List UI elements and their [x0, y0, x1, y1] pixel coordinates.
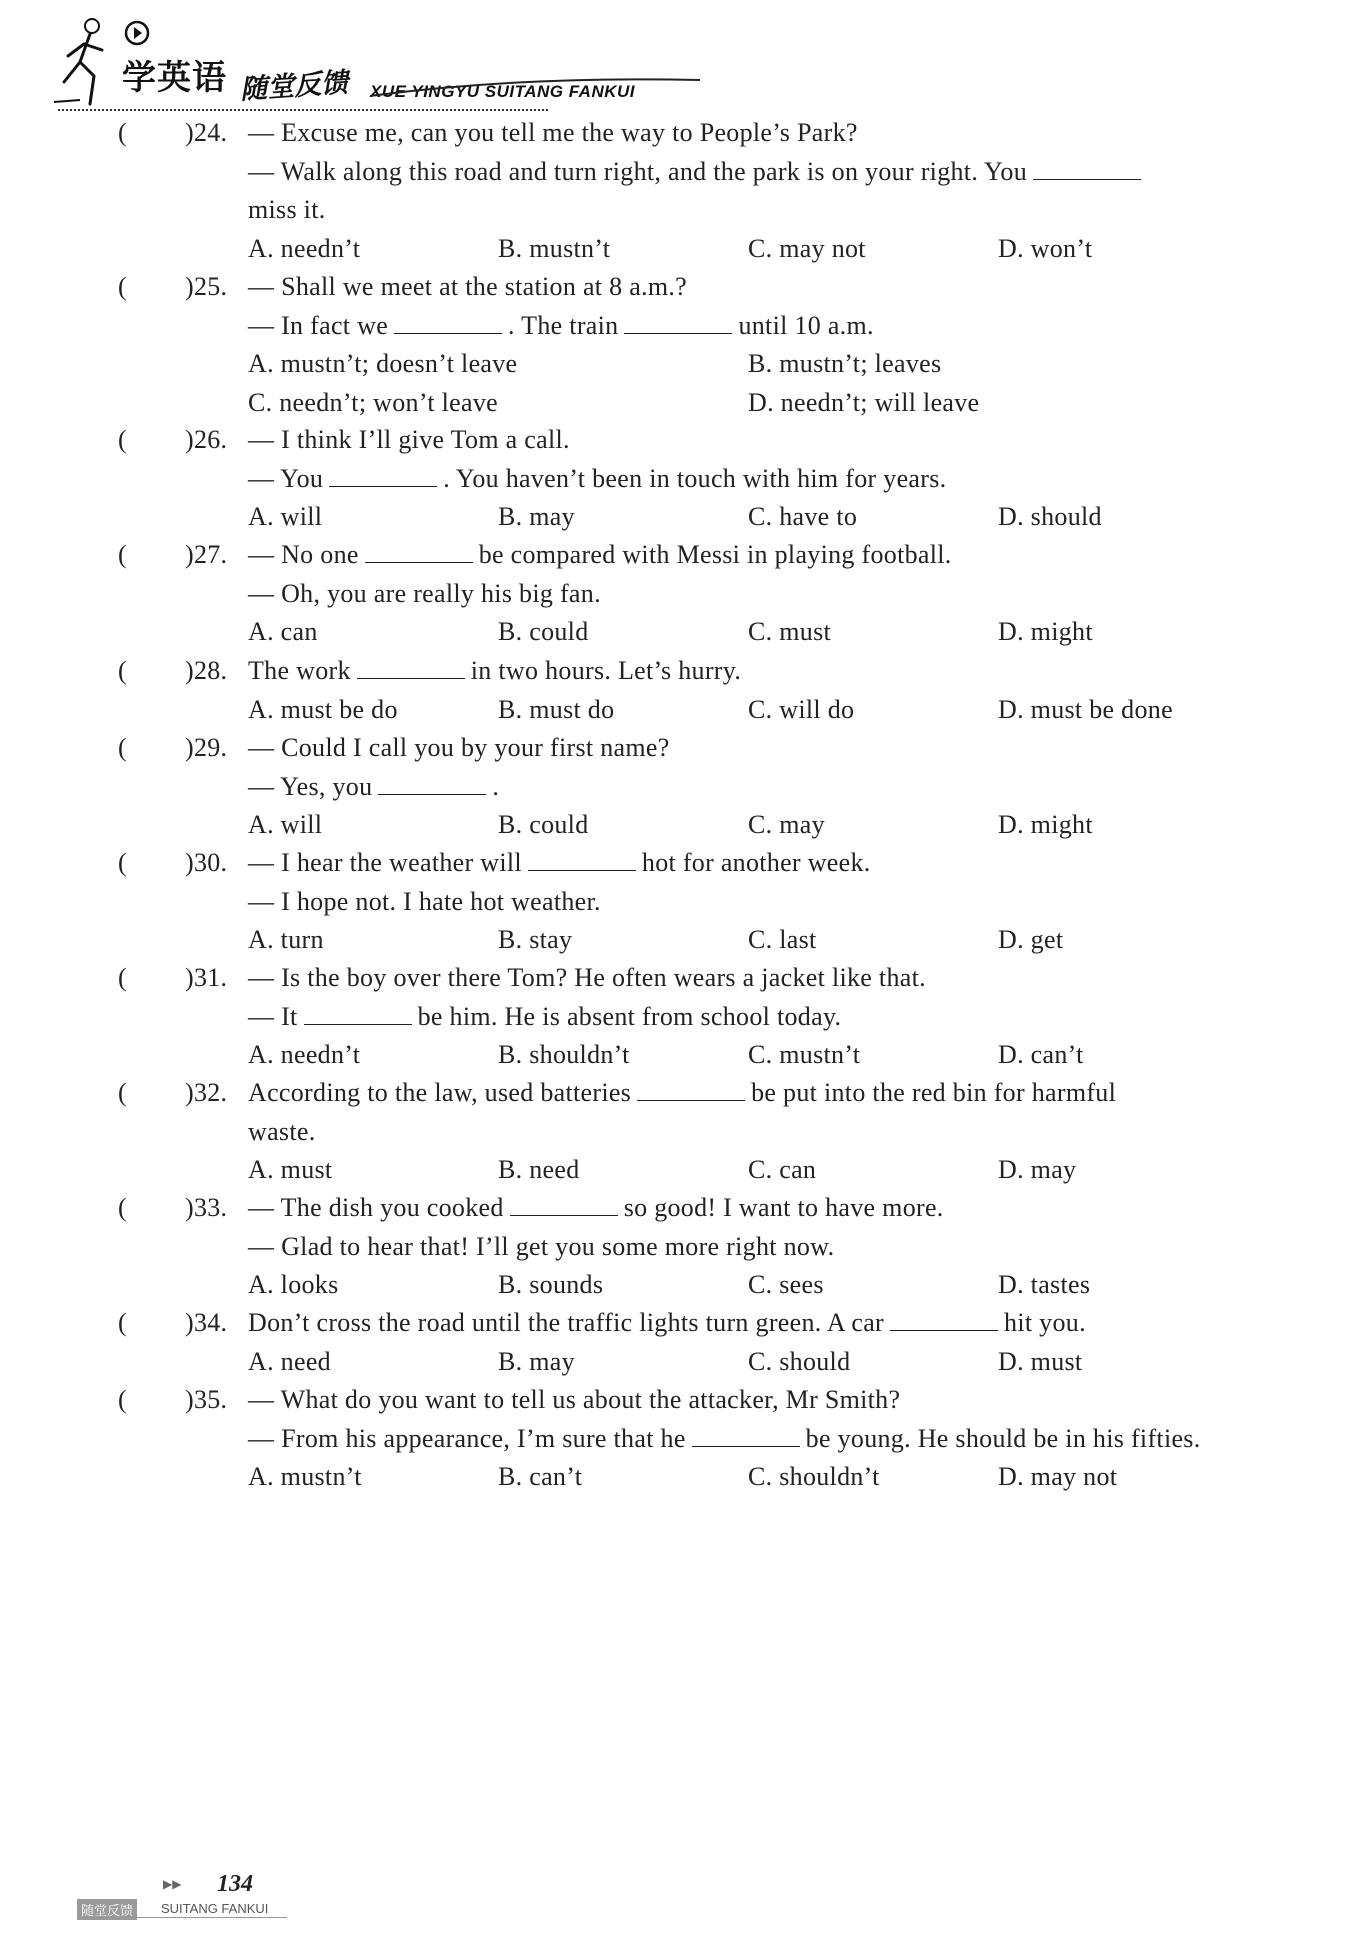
- answer-option[interactable]: A. must: [248, 1155, 333, 1184]
- answer-blank[interactable]: [624, 311, 732, 334]
- answer-option[interactable]: C. must: [748, 617, 832, 646]
- answer-option[interactable]: C. last: [748, 925, 817, 954]
- answer-blank[interactable]: [394, 311, 502, 334]
- answer-option[interactable]: C. sees: [748, 1270, 824, 1299]
- text-segment: — I hope not. I hate hot weather.: [248, 886, 601, 916]
- header-divider: [58, 109, 548, 111]
- answer-blank[interactable]: [637, 1078, 745, 1101]
- answer-option[interactable]: C. will do: [748, 694, 855, 724]
- page-header: [50, 12, 670, 122]
- answer-option[interactable]: C. shouldn’t: [748, 1462, 880, 1491]
- answer-option[interactable]: A. will: [248, 502, 323, 531]
- question-text-line: [248, 1424, 1201, 1454]
- text-segment: — What do you want to tell us about the attacker, Mr Smith?: [248, 1385, 901, 1414]
- footer-label-cn: 随堂反馈: [77, 1899, 137, 1920]
- answer-blank[interactable]: [329, 464, 437, 487]
- question-text-line: [248, 540, 952, 570]
- text-segment: — Could I call you by your first name?: [248, 733, 670, 762]
- answer-option[interactable]: B. stay: [498, 925, 573, 954]
- header-title: 学英语: [122, 58, 227, 98]
- question-text-line: [248, 733, 670, 763]
- answer-option[interactable]: D. can’t: [998, 1040, 1084, 1069]
- answer-option[interactable]: D. must: [998, 1346, 1083, 1376]
- arrow-icon: ▶▶: [163, 1877, 182, 1891]
- answer-option[interactable]: A. needn’t: [248, 1040, 361, 1069]
- answer-option[interactable]: C. may: [748, 810, 825, 839]
- header-swoosh: [370, 70, 700, 100]
- answer-blank[interactable]: [378, 772, 486, 795]
- answer-option[interactable]: B. must do: [498, 694, 615, 724]
- question-text-line: [248, 1232, 834, 1262]
- answer-option[interactable]: D. may not: [998, 1462, 1118, 1491]
- answer-blank[interactable]: [304, 1002, 412, 1025]
- answer-option[interactable]: D. should: [998, 502, 1102, 531]
- text-segment: — I think I’ll give Tom a call.: [248, 425, 570, 454]
- answer-blank[interactable]: [692, 1424, 800, 1447]
- question-text-line: [248, 1117, 316, 1147]
- text-segment: be young. He should be in his fifties.: [805, 1423, 1201, 1453]
- answer-option[interactable]: B. may: [498, 502, 575, 531]
- text-segment: hot for another week.: [641, 848, 871, 877]
- text-segment: waste.: [248, 1116, 316, 1146]
- answer-option[interactable]: B. could: [498, 617, 589, 646]
- text-segment: — The dish you cooked: [248, 1193, 504, 1222]
- answer-option[interactable]: C. mustn’t: [748, 1040, 861, 1069]
- answer-option[interactable]: B. mustn’t; leaves: [748, 349, 942, 378]
- question-number: )30.: [185, 848, 228, 877]
- text-segment: — Shall we meet at the station at 8 a.m.?: [248, 272, 688, 301]
- footer-divider: [77, 1917, 287, 1918]
- question-number: )32.: [185, 1078, 228, 1107]
- text-segment: in two hours. Let’s hurry.: [470, 656, 742, 685]
- answer-option[interactable]: A. mustn’t; doesn’t leave: [248, 349, 518, 378]
- text-segment: — Walk along this road and turn right, and the park is on your right. You: [248, 156, 1028, 186]
- question-number: )25.: [185, 272, 228, 301]
- answer-option[interactable]: D. may: [998, 1155, 1077, 1184]
- answer-option[interactable]: A. mustn’t: [248, 1462, 362, 1491]
- text-segment: miss it.: [248, 195, 326, 224]
- answer-bracket[interactable]: (: [118, 1385, 127, 1414]
- answer-option[interactable]: B. could: [498, 810, 589, 839]
- question-text-line: [248, 157, 1147, 187]
- answer-bracket[interactable]: (: [118, 540, 127, 569]
- page-footer: [75, 1865, 375, 1925]
- text-segment: until 10 a.m.: [738, 310, 874, 340]
- answer-bracket[interactable]: (: [118, 118, 127, 147]
- answer-bracket[interactable]: (: [118, 1308, 127, 1337]
- answer-option[interactable]: B. need: [498, 1155, 580, 1184]
- question-text-line: [248, 656, 741, 686]
- answer-bracket[interactable]: (: [118, 1078, 127, 1107]
- answer-blank[interactable]: [510, 1193, 618, 1216]
- text-segment: — Yes, you: [248, 771, 373, 801]
- text-segment: hit you.: [1004, 1308, 1086, 1337]
- text-segment: so good! I want to have more.: [623, 1193, 944, 1222]
- question-text-line: [248, 887, 601, 917]
- answer-option[interactable]: A. will: [248, 810, 323, 839]
- question-text-line: [248, 1078, 1116, 1108]
- answer-option[interactable]: D. needn’t; will leave: [748, 387, 980, 417]
- text-segment: be put into the red bin for harmful: [751, 1078, 1117, 1107]
- answer-bracket[interactable]: (: [118, 963, 127, 992]
- header-pinyin: XUE YINGYU SUITANG FANKUI: [370, 82, 636, 101]
- answer-option[interactable]: D. get: [998, 925, 1064, 954]
- page-number: 134: [217, 1871, 253, 1897]
- question-text-line: [248, 579, 601, 609]
- answer-bracket[interactable]: (: [118, 848, 127, 877]
- question-text-line: [248, 1002, 841, 1032]
- runner-logo-icon: [50, 12, 130, 112]
- question-number: )34.: [185, 1308, 228, 1337]
- text-segment: — Glad to hear that! I’ll get you some more right now.: [248, 1231, 835, 1261]
- text-segment: — I hear the weather will: [248, 848, 522, 877]
- text-segment: — Excuse me, can you tell me the way to People’s Park?: [248, 118, 858, 147]
- question-text-line: [248, 1385, 900, 1415]
- answer-option[interactable]: A. looks: [248, 1270, 339, 1299]
- text-segment: The work: [248, 656, 351, 685]
- text-segment: — It: [248, 1001, 298, 1031]
- answer-bracket[interactable]: (: [118, 733, 127, 762]
- answer-option[interactable]: C. should: [748, 1346, 851, 1376]
- text-segment: . You haven’t been in touch with him for years.: [443, 463, 947, 493]
- question-text-line: [248, 311, 874, 341]
- answer-option[interactable]: C. may not: [748, 233, 866, 263]
- question-text-line: [248, 118, 858, 148]
- answer-option[interactable]: D. won’t: [998, 233, 1093, 263]
- question-number: )35.: [185, 1385, 228, 1414]
- question-text-line: [248, 772, 499, 802]
- text-segment: be him. He is absent from school today.: [417, 1001, 842, 1031]
- answer-option[interactable]: A. need: [248, 1346, 331, 1376]
- answer-bracket[interactable]: (: [118, 1193, 127, 1222]
- play-icon: [124, 20, 150, 46]
- answer-blank[interactable]: [1033, 157, 1141, 180]
- answer-option[interactable]: D. must be done: [998, 694, 1173, 724]
- answer-blank[interactable]: [365, 540, 473, 563]
- question-text-line: [248, 1308, 1086, 1338]
- text-segment: be compared with Messi in playing football.: [478, 540, 952, 569]
- answer-option[interactable]: D. might: [998, 810, 1093, 839]
- text-segment: Don’t cross the road until the traffic lights turn green. A car: [248, 1308, 885, 1337]
- question-text-line: [248, 1193, 944, 1223]
- answer-blank[interactable]: [890, 1308, 998, 1331]
- question-number: )31.: [185, 963, 228, 992]
- question-number: )33.: [185, 1193, 228, 1222]
- question-number: )28.: [185, 656, 228, 685]
- answer-option[interactable]: C. have to: [748, 502, 858, 531]
- text-segment: — In fact we: [248, 310, 389, 340]
- answer-option[interactable]: B. mustn’t: [498, 233, 611, 263]
- answer-bracket[interactable]: (: [118, 425, 127, 454]
- question-number: )24.: [185, 118, 228, 147]
- question-text-line: [248, 464, 946, 494]
- answer-option[interactable]: C. needn’t; won’t leave: [248, 387, 498, 417]
- question-text-line: [248, 963, 926, 993]
- answer-option[interactable]: D. might: [998, 617, 1093, 646]
- footer-label-en: SUITANG FANKUI: [161, 1901, 269, 1916]
- answer-option[interactable]: D. tastes: [998, 1270, 1091, 1299]
- question-text-line: [248, 425, 570, 455]
- header-subtitle: 随堂反馈: [239, 67, 350, 106]
- answer-option[interactable]: A. needn’t: [248, 233, 361, 263]
- answer-option[interactable]: B. may: [498, 1346, 575, 1376]
- answer-option[interactable]: C. can: [748, 1155, 817, 1184]
- text-segment: — Is the boy over there Tom? He often wears a jacket like that.: [248, 963, 926, 992]
- question-number: )27.: [185, 540, 228, 569]
- answer-option[interactable]: A. must be do: [248, 694, 398, 724]
- question-text-line: [248, 195, 326, 225]
- answer-option[interactable]: A. turn: [248, 925, 324, 954]
- text-segment: According to the law, used batteries: [248, 1078, 632, 1107]
- answer-bracket[interactable]: (: [118, 656, 127, 685]
- answer-option[interactable]: B. can’t: [498, 1462, 583, 1491]
- text-segment: — Oh, you are really his big fan.: [248, 578, 601, 608]
- text-segment: — You: [248, 463, 324, 493]
- text-segment: — No one: [248, 540, 359, 569]
- answer-blank[interactable]: [528, 848, 636, 871]
- text-segment: — From his appearance, I’m sure that he: [248, 1423, 686, 1453]
- answer-blank[interactable]: [357, 656, 465, 679]
- answer-option[interactable]: A. can: [248, 617, 318, 646]
- text-segment: . The train: [508, 310, 619, 340]
- question-number: )26.: [185, 425, 228, 454]
- text-segment: .: [492, 771, 500, 801]
- question-text-line: [248, 272, 687, 302]
- answer-option[interactable]: B. shouldn’t: [498, 1040, 630, 1069]
- question-text-line: [248, 848, 871, 878]
- answer-bracket[interactable]: (: [118, 272, 127, 301]
- answer-option[interactable]: B. sounds: [498, 1270, 604, 1299]
- question-number: )29.: [185, 733, 228, 762]
